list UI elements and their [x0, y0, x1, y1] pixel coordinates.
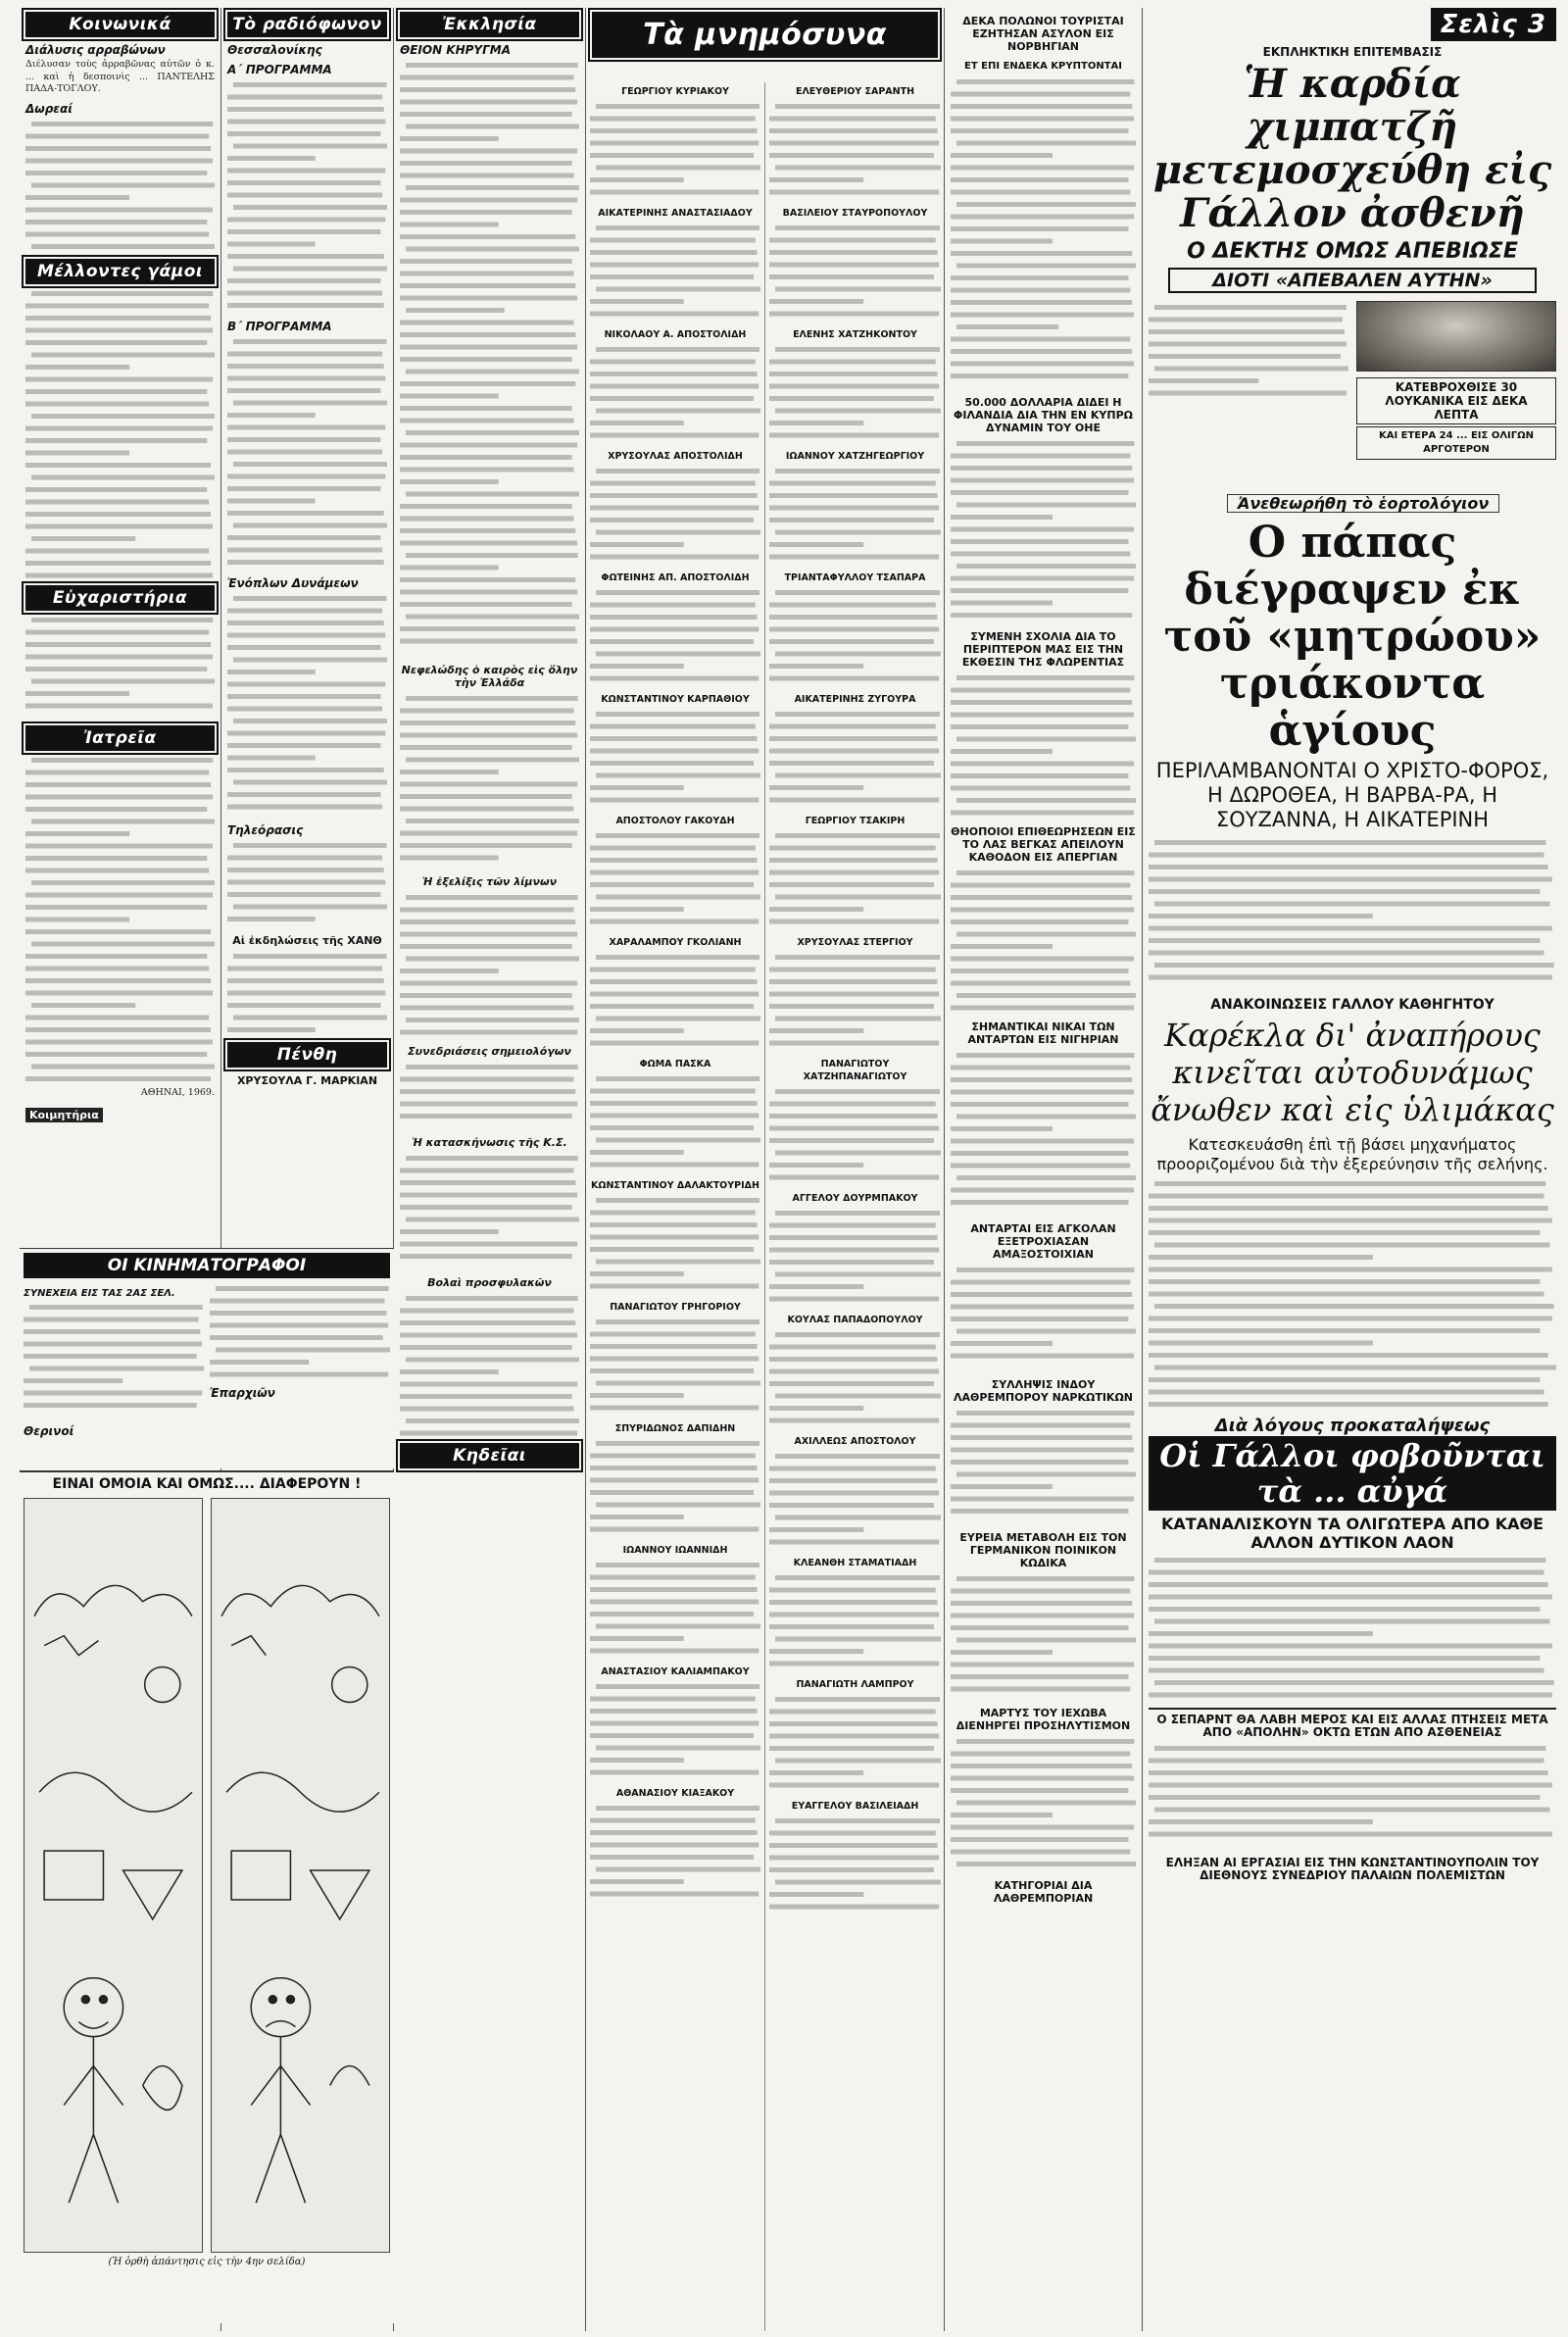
memorial-name: ΑΠΟΣΤΟΛΟΥ ΓΑΚΟΥΔΗ [615, 816, 735, 826]
memorial-text [769, 465, 941, 569]
text-lines [951, 1049, 1136, 1216]
text-lines [769, 100, 941, 204]
text-lines [951, 75, 1136, 389]
memorial-name: ΕΛΕΥΘΕΡΙΟΥ ΣΑΡΑΝΤΗ [795, 86, 915, 97]
memorial-name: ΧΡΥΣΟΥΛΑΣ ΑΠΟΣΤΟΛΙΔΗ [608, 451, 743, 462]
column-memorials [586, 8, 945, 2331]
page-masthead [1149, 8, 1556, 41]
headline-patient-died: Ο ΔΕΚΤΗΣ ΟΜΩΣ ΑΠΕΒΙΩΣΕ [1187, 239, 1518, 264]
memorial-name: ΠΑΝΑΓΙΩΤΟΥ ΧΑΤΖΗΠΑΝΑΓΙΩΤΟΥ [803, 1059, 907, 1082]
memorial-name: ΦΩΜΑ ΠΑΣΚΑ [639, 1059, 711, 1069]
memorial-name: ΚΟΥΛΑΣ ΠΑΠΑΔΟΠΟΥΛΟΥ [787, 1315, 923, 1325]
headline-smuggling: ΚΑΤΗΓΟΡΙΑΙ ΔΙΑ ΛΑΘΡΕΜΠΟΡΙΑΝ [993, 1879, 1094, 1905]
section-banner-thanks: Εὐχαριστήρια [25, 585, 215, 611]
memorial-text [769, 829, 941, 933]
headline-angola: ΑΝΤΑΡΤΑΙ ΕΙΣ ΑΓΚΟΛΑΝ ΕΞΕΤΡΟΧΙΑΣΑΝ ΑΜΑΞΟΣΤΟΙΧΙΑΝ [970, 1222, 1116, 1261]
memorial-name: ΑΝΑΣΤΑΣΙΟΥ ΚΑΛΙΑΜΠΑΚΟΥ [601, 1666, 750, 1677]
memorial-text [590, 465, 760, 569]
news-photo [1356, 301, 1556, 372]
memorial-name: ΠΑΝΑΓΙΩΤΟΥ ΓΡΗΓΟΡΙΟΥ [610, 1302, 741, 1313]
memorial-text [769, 1450, 941, 1554]
headline-nigeria: ΣΗΜΑΝΤΙΚΑΙ ΝΙΚΑΙ ΤΩΝ ΑΝΤΑΡΤΩΝ ΕΙΣ ΝΙΓΗΡΙΑΝ [967, 1020, 1119, 1046]
cinema-provinces-heading: Ἐπαρχιῶν [210, 1386, 275, 1400]
memorial-name: ΒΑΣΙΛΕΙΟΥ ΣΤΑΥΡΟΠΟΥΛΟΥ [782, 208, 928, 219]
text-lines [590, 1437, 760, 1541]
body-text [1149, 1742, 1556, 1850]
text-lines [590, 829, 760, 933]
body-text [227, 78, 387, 314]
kicker-transplant: ΕΚΠΛΗΚΤΙΚΗ ΕΠΙΤΕΜΒΑΣΙΣ [1262, 45, 1443, 59]
text-lines [1149, 1742, 1556, 1850]
memorial-text [769, 1085, 941, 1189]
section-banner-social: Κοινωνικά [25, 12, 215, 37]
headline-polish-tourists: ΔΕΚΑ ΠΟΛΩΝΟΙ ΤΟΥΡΙΣΤΑΙ ΕΖΗΤΗΣΑΝ ΑΣΥΛΟΝ ΕΙΣ ΝΟΡΒΗΓΙΑΝ [962, 15, 1124, 53]
memorial-name: ΙΩΑΝΝΟΥ ΧΑΤΖΗΓΕΩΡΓΙΟΥ [785, 451, 925, 462]
text-lines [951, 867, 1136, 1014]
memorial-name: ΣΠΥΡΙΔΩΝΟΣ ΔΑΠΙΔΗΝ [614, 1423, 736, 1434]
text-lines [590, 951, 760, 1055]
headline-shepard: Ο ΣΕΠΑΡΝΤ ΘΑ ΛΑΒΗ ΜΕΡΟΣ ΚΑΙ ΕΙΣ ΑΛΛΑΣ ΠΤΗΣΕΙΣ ΜΕΤΑ ΑΠΟ «ΑΠΟΛΗΝ» ΟΚΤΩ ΕΤΩΝ ΑΠΟ ΑΣΘΕΝΕΙΑΣ [1149, 1708, 1556, 1739]
memorial-name: ΓΕΩΡΓΙΟΥ ΤΣΑΚΙΡΗ [805, 816, 906, 826]
memorial-text [590, 586, 760, 690]
subheading-thessaloniki: Θεσσαλονίκης [227, 43, 322, 57]
body-text [227, 335, 387, 571]
memorial-name: ΚΩΝΣΤΑΝΤΙΝΟΥ ΚΑΡΠΑΘΙΟΥ [601, 694, 750, 705]
memorial-name: ΧΑΡΑΛΑΜΠΟΥ ΓΚΟΛΙΑΝΗ [609, 937, 742, 948]
kicker-prejudice: Διὰ λόγους προκαταλήψεως [1214, 1416, 1491, 1436]
memorial-text [590, 1437, 760, 1541]
kicker-calendar: Ἀνεθεωρήθη τὸ ἑορτολόγιον [1227, 494, 1499, 513]
text-lines [400, 1292, 579, 1439]
text-lines [590, 343, 760, 447]
memorial-text [769, 951, 941, 1055]
memorial-name: ΓΕΩΡΓΙΟΥ ΚΥΡΙΑΚΟΥ [621, 86, 729, 97]
text-lines [24, 1301, 204, 1418]
headline-eggs: Οἱ Γάλλοι φοβοῦνται τὰ ... αὐγά [1149, 1436, 1556, 1511]
body-text [1149, 836, 1556, 993]
memorial-name: ΝΙΚΟΛΑΟΥ Α. ΑΠΟΣΤΟΛΙΔΗ [604, 329, 747, 340]
section-banner-radio: Τὸ ραδιόφωνον [227, 12, 387, 37]
subheading-armed-forces: Ἐνόπλων Δυνάμεων [227, 576, 359, 590]
headline-polish-hiding: ΕΤ ΕΠΙ ΕΝΔΕΚΑ ΚΡΥΠΤΟΝΤΑΙ [964, 61, 1122, 72]
memorial-name: ΕΥΑΓΓΕΛΟΥ ΒΑΣΙΛΕΙΑΔΗ [791, 1801, 919, 1812]
subheading-sermon: ΘΕΙΟΝ ΚΗΡΥΓΜΑ [400, 43, 511, 57]
text-lines [590, 1072, 760, 1176]
text-lines [25, 118, 215, 255]
column-front [1143, 8, 1562, 2331]
cartoon-caption: (Ἡ ὀρθὴ ἀπάντησις εἰς τὴν 4ην σελίδα) [108, 2257, 306, 2267]
section-banner-weddings: Μέλλοντες γάμοι [25, 259, 215, 284]
sausage-box-headline: ΚΑΤΕΒΡΟΧΘΙΣΕ 30 ΛΟΥΚΑΝΙΚΑ ΕΙΣ ΔΕΚΑ ΛΕΠΤΑ [1356, 377, 1556, 424]
memorial-text [590, 1072, 760, 1176]
text-lines [227, 839, 387, 927]
memorial-text [590, 951, 760, 1055]
body-text [25, 754, 215, 1087]
text-lines [590, 708, 760, 812]
text-lines [1149, 301, 1348, 399]
memorial-name: ΦΩΤΕΙΝΗΣ ΑΠ. ΑΠΟΣΤΟΛΙΔΗ [601, 572, 750, 583]
headline-german-code: ΕΥΡΕΙΑ ΜΕΤΑΒΟΛΗ ΕΙΣ ΤΟΝ ΓΕΡΜΑΝΙΚΟΝ ΠΟΙΝΙΚΟΝ ΚΩΔΙΚΑ [959, 1531, 1127, 1569]
headline-finland: 50.000 ΔΟΛΛΑΡΙΑ ΔΙΔΕΙ Η ΦΙΛΑΝΔΙΑ ΔΙΑ ΤΗΝ ΕΝ ΚΥΠΡΩ ΔΥΝΑΜΙΝ ΤΟΥ ΟΗΕ [954, 396, 1133, 434]
subheading-television: Τηλεόρασις [227, 823, 304, 837]
cartoon-drawing-right [212, 1499, 389, 2252]
body-text [951, 75, 1136, 389]
section-banner-funerals: Κηδεῖαι [400, 1443, 579, 1468]
text-lines [769, 1207, 941, 1311]
section-banner-church: Ἐκκλησία [400, 12, 579, 37]
headline-veterans: ΕΛΗΞΑΝ ΑΙ ΕΡΓΑΣΙΑΙ ΕΙΣ ΤΗΝ ΚΩΝΣΤΑΝΤΙΝΟΥΠΟΛΙΝ ΤΟΥ ΔΙΕΘΝΟΥΣ ΣΥΝΕΔΡΙΟΥ ΠΑΛΑΙΩΝ ΠΟΛΕΜΙΣΤΩΝ [1165, 1856, 1540, 1882]
newspaper-page [6, 8, 1562, 2331]
text-lines [25, 287, 215, 581]
weather-headline: Νεφελώδης ὁ καιρὸς εἰς ὅλην τὴν Ἑλλάδα [401, 664, 578, 689]
shooting-headline: Βολαὶ προσφυλακῶν [427, 1276, 552, 1289]
memorial-name: ΧΡΥΣΟΥΛΑΣ ΣΤΕΡΓΙΟΥ [797, 937, 913, 948]
text-lines [590, 1680, 760, 1784]
deceased-name: ΧΡΥΣΟΥΛΑ Γ. ΜΑΡΚΙΑΝ [236, 1074, 378, 1087]
memorial-text [769, 100, 941, 204]
subheading-program-a: Α΄ ΠΡΟΓΡΑΜΜΑ [227, 63, 332, 76]
body-text [951, 867, 1136, 1014]
body-text [951, 1264, 1136, 1371]
text-lines [769, 951, 941, 1055]
text-lines [769, 829, 941, 933]
text-lines [951, 1735, 1136, 1872]
section-banner-clinics: Ἰατρεῖα [25, 725, 215, 751]
memorial-text [769, 1328, 941, 1432]
text-lines [590, 1194, 760, 1298]
text-lines [590, 465, 760, 569]
text-lines [1149, 1554, 1556, 1701]
text-lines [769, 708, 941, 812]
body-text [400, 1061, 579, 1129]
memorial-text [769, 343, 941, 447]
memorial-name: ΚΩΝΣΤΑΝΤΙΝΟΥ ΔΑΛΑΚΤΟΥΡΙΔΗ [591, 1180, 760, 1191]
memorial-text [769, 222, 941, 325]
text-lines [769, 343, 941, 447]
text-lines [227, 592, 387, 818]
memorial-text [590, 1680, 760, 1784]
text-lines [400, 692, 579, 869]
cartoon-drawing-left [24, 1499, 202, 2252]
memorial-name: ΠΑΝΑΓΙΩΤΗ ΛΑΜΠΡΟΥ [796, 1679, 914, 1690]
body-text [951, 1407, 1136, 1524]
text-lines [951, 1407, 1136, 1524]
text-lines [590, 222, 760, 325]
lakes-headline: Ἡ ἐξελίξις τῶν λίμνων [421, 875, 558, 888]
body-text [227, 839, 387, 927]
column-church [394, 8, 586, 2331]
text-lines [769, 1328, 941, 1432]
body-text [25, 614, 215, 721]
body-text [951, 1735, 1136, 1872]
cinema-banner: ΟΙ ΚΙΝΗΜΑΤΟΓΡΑΦΟΙ [24, 1253, 390, 1278]
text-lines [769, 1571, 941, 1675]
cartoon-title: ΕΙΝΑΙ ΟΜΟΙΑ ΚΑΙ ΟΜΩΣ.... ΔΙΑΦΕΡΟΥΝ ! [52, 1476, 362, 1492]
memorial-text [590, 1559, 760, 1663]
body-text [400, 59, 579, 657]
memorial-text [590, 343, 760, 447]
text-lines [590, 100, 760, 204]
text-lines [951, 437, 1136, 623]
body-text [1149, 301, 1348, 487]
body-text [951, 1572, 1136, 1700]
memorial-text [769, 1571, 941, 1675]
kicker-professor: ΑΝΑΚΟΙΝΩΣΕΙΣ ΓΑΛΛΟΥ ΚΑΘΗΓΗΤΟΥ [1210, 997, 1494, 1013]
text-lines [951, 671, 1136, 819]
body-text [951, 437, 1136, 623]
body-text [951, 1049, 1136, 1216]
text-lines [25, 614, 215, 721]
memorial-text [590, 1194, 760, 1298]
memorial-name: ΤΡΙΑΝΤΑΦΥΛΛΟΥ ΤΣΑΠΑΡΑ [784, 572, 926, 583]
memorial-text [590, 1316, 760, 1419]
text-lines [769, 1693, 941, 1797]
section-banner-mourning: Πένθη [227, 1042, 387, 1068]
engagement-text: Διέλυσαν τοὺς ἀρραβῶνας αὐτῶν ὁ κ. ... καὶ ἡ δεσποινὶς ... ΠΑΝΤΕΛΗΣ ΠΑΔΑ-ΤΟΓΛΟΥ. [25, 59, 219, 94]
body-text [1149, 1554, 1556, 1701]
subheading-engagement: Διάλυσις αρραβώνων [25, 43, 166, 57]
body-text [951, 671, 1136, 819]
subheading-xanth: Αἱ ἐκδηλώσεις τῆς ΧΑΝΘ [232, 934, 382, 947]
text-lines [1149, 1177, 1556, 1413]
text-lines [400, 891, 579, 1038]
text-lines [227, 335, 387, 571]
headline-saints: ΠΕΡΙΛΑΜΒΑΝΟΝΤΑΙ Ο ΧΡΙΣΤΟ-ΦΟΡΟΣ, Η ΔΩΡΟΘΕΑ, Η ΒΑΡΒΑ-ΡΑ, Η ΣΟΥΖΑΝΝΑ, Η ΑΙΚΑΤΕΡΙΝΗ [1155, 759, 1549, 831]
cemeteries-heading: Κοιμητήρια [25, 1108, 103, 1122]
subheading-program-b: Β΄ ΠΡΟΓΡΑΜΜΑ [227, 320, 332, 333]
text-lines [400, 1061, 579, 1129]
date-line: ΑΘΗΝΑΙ, 1969. [140, 1086, 215, 1098]
body-text [227, 592, 387, 818]
text-lines [590, 1316, 760, 1419]
headline-moon: Κατεσκευάσθη ἐπὶ τῇ βάσει μηχανήματος προοριζομένου διὰ τὴν ἐξερεύνησιν τῆς σελήνης. [1156, 1135, 1548, 1173]
text-lines [25, 754, 215, 1087]
memorial-text [769, 586, 941, 690]
meetings-headline: Συνεδριάσεις σημειολόγων [408, 1045, 571, 1058]
body-text [1149, 1177, 1556, 1413]
headline-rejected: ΔΙΟΤΙ «ΑΠΕΒΑΛΕΝ ΑΥΤΗΝ» [1168, 268, 1537, 293]
body-text [24, 1301, 204, 1418]
memorial-name: ΑΙΚΑΤΕΡΙΝΗΣ ΖΥΓΟΥΡΑ [794, 694, 916, 705]
headline-las-vegas: ΘΗΟΠΟΙΟΙ ΕΠΙΘΕΩΡΗΣΕΩΝ ΕΙΣ ΤΟ ΛΑΣ ΒΕΓΚΑΣ ΑΠΕΙΛΟΥΝ ΚΑΘΟΔΟΝ ΕΙΣ ΑΠΕΡΓΙΑΝ [951, 825, 1136, 864]
headline-jehovah: ΜΑΡΤΥΣ ΤΟΥ ΙΕΧΩΒΑ ΔΙΕΝΗΡΓΕΙ ΠΡΟΣΗΛΥΤΙΣΜΟΝ [956, 1707, 1131, 1732]
cartoon-puzzle [20, 1470, 394, 2323]
text-lines [590, 1802, 760, 1906]
headline-narcotics: ΣΥΛΛΗΨΙΣ ΙΝΔΟΥ ΛΑΘΡΕΜΠΟΡΟΥ ΝΑΡΚΩΤΙΚΩΝ [954, 1378, 1133, 1404]
memorial-text [769, 708, 941, 812]
memorial-name: ΑΧΙΛΛΕΩΣ ΑΠΟΣΤΟΛΟΥ [794, 1436, 916, 1447]
memorial-text [769, 1815, 941, 1918]
headline-consume: ΚΑΤΑΝΑΛΙΣΚΟΥΝ ΤΑ ΟΛΙΓΩΤΕΡΑ ΑΠΟ ΚΑΘΕ ΑΛΛΟΝ ΔΥΤΙΚΟΝ ΛΑΟΝ [1160, 1515, 1544, 1552]
cinema-subheading: ΣΥΝΕΧΕΙΑ ΕΙΣ ΤΑΣ 2ΑΣ ΣΕΛ. [24, 1288, 175, 1299]
headline-florence: ΣΥΜΕΝΗ ΣΧΟΛΙΑ ΔΙΑ ΤΟ ΠΕΡΙΠΤΕΡΟΝ ΜΑΣ ΕΙΣ ΤΗΝ ΕΚΘΕΣΙΝ ΤΗΣ ΦΛΩΡΕΝΤΙΑΣ [961, 630, 1125, 669]
cartoon-panel-left [24, 1498, 203, 2253]
body-text [400, 692, 579, 869]
text-lines [210, 1282, 390, 1380]
cinema-summer-heading: Θερινοί [24, 1424, 74, 1438]
text-lines [769, 586, 941, 690]
text-lines [590, 586, 760, 690]
cartoon-panel-right [211, 1498, 390, 2253]
memorial-text [590, 829, 760, 933]
memorial-name: ΑΓΓΕΛΟΥ ΔΟΥΡΜΠΑΚΟΥ [792, 1193, 918, 1204]
memorial-name: ΙΩΑΝΝΟΥ ΙΩΑΝΝΙΔΗ [622, 1545, 728, 1556]
body-text [400, 891, 579, 1038]
body-text [227, 950, 387, 1038]
text-lines [769, 465, 941, 569]
text-lines [769, 222, 941, 325]
headline-wheelchair: Καρέκλα δι' ἀναπήρους κινεῖται αὐτοδυνάμως ἄνωθεν καὶ εἰς ὑλιμάκας [1151, 1017, 1554, 1128]
memorial-text [590, 100, 760, 204]
text-lines [769, 1815, 941, 1918]
memorial-name: ΑΘΑΝΑΣΙΟΥ ΚΙΑΞΑΚΟΥ [615, 1788, 735, 1799]
text-lines [769, 1085, 941, 1189]
text-lines [227, 950, 387, 1038]
memorials-list-right [765, 82, 945, 2331]
memorial-name: ΑΙΚΑΤΕΡΙΝΗΣ ΑΝΑΣΤΑΣΙΑΔΟΥ [598, 208, 753, 219]
text-lines [951, 1572, 1136, 1700]
body-text [400, 1292, 579, 1439]
body-text [210, 1282, 390, 1380]
memorial-text [769, 1207, 941, 1311]
headline-pope: Ο πάπας διέγραψεν ἐκ τοῦ «μητρώου» τριάκοντα ἁγίους [1163, 518, 1542, 756]
text-lines [1149, 836, 1556, 993]
memorial-text [590, 1802, 760, 1906]
memorial-name: ΚΛΕΑΝΘΗ ΣΤΑΜΑΤΙΑΔΗ [793, 1558, 917, 1568]
body-text [25, 287, 215, 581]
column-news [945, 8, 1143, 2331]
text-lines [227, 78, 387, 314]
page-number-logo: Σελὶς 3 [1431, 8, 1556, 41]
subheading-donations: Δωρεαί [25, 101, 73, 116]
text-lines [951, 1264, 1136, 1371]
text-lines [400, 59, 579, 657]
text-lines [400, 1152, 579, 1269]
text-lines [590, 1559, 760, 1663]
body-text [400, 1152, 579, 1269]
section-banner-memorials: Τὰ μνημόσυνα [592, 12, 938, 58]
text-lines [769, 1450, 941, 1554]
camp-headline: Ἡ κατασκήνωσις τῆς Κ.Σ. [412, 1136, 567, 1149]
sausage-box-subheadline: ΚΑΙ ΕΤΕΡΑ 24 ... ΕΙΣ ΟΛΙΓΩΝ ΑΡΓΟΤΕΡΟΝ [1356, 426, 1556, 460]
headline-transplant: Ἡ καρδία χιμπατζῆ μετεμοσχεύθη εἰς Γάλλον ἀσθενῆ [1152, 61, 1552, 236]
memorial-text [590, 708, 760, 812]
memorial-text [769, 1693, 941, 1797]
body-text [25, 118, 215, 255]
memorial-name: ΕΛΕΝΗΣ ΧΑΤΖΗΚΟΝΤΟΥ [793, 329, 917, 340]
memorials-list-left [586, 82, 765, 2331]
memorial-text [590, 222, 760, 325]
cinema-section [20, 1248, 394, 1468]
